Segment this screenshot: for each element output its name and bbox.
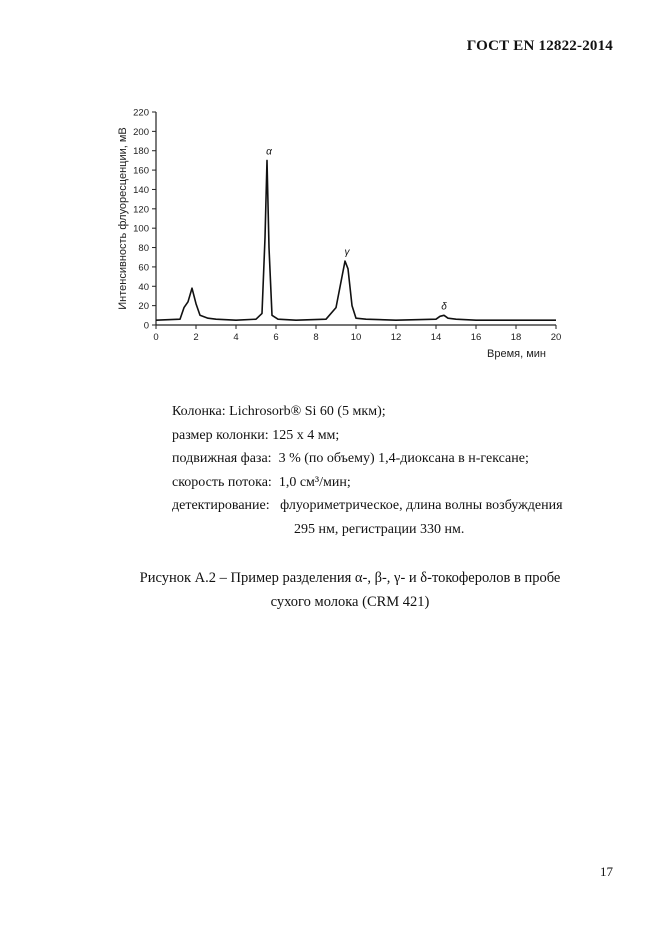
y-tick-label: 60 bbox=[138, 262, 149, 274]
y-tick-label: 40 bbox=[138, 281, 149, 293]
y-tick-label: 20 bbox=[138, 301, 149, 313]
detection-row-continued bbox=[172, 518, 563, 542]
x-tick-label: 4 bbox=[233, 332, 239, 343]
y-tick-label: 0 bbox=[143, 320, 149, 332]
document-code: ГОСТ EN 12822-2014 bbox=[466, 38, 613, 54]
x-tick-label: 6 bbox=[273, 332, 279, 343]
x-tick-label: 20 bbox=[550, 332, 562, 343]
detection-row bbox=[172, 494, 563, 518]
column-size-label: размер колонки: bbox=[172, 427, 269, 443]
y-tick-label: 160 bbox=[133, 165, 149, 177]
detection-label: детектирование: bbox=[172, 498, 270, 513]
caption-line-2: сухого молока (CRM 421) bbox=[270, 594, 430, 610]
mobile-phase-value: 3 % (по объему) 1,4-диоксана в н-гексане; bbox=[278, 451, 529, 466]
chromatography-conditions bbox=[172, 400, 563, 541]
mobile-phase-label: подвижная фаза: bbox=[172, 451, 272, 466]
y-tick-label: 120 bbox=[133, 204, 149, 216]
x-tick-label: 0 bbox=[153, 332, 159, 343]
peak-label: δ bbox=[441, 301, 447, 313]
column-row bbox=[172, 400, 563, 424]
mobile-phase-row bbox=[172, 447, 563, 471]
flow-rate-row bbox=[172, 471, 563, 495]
x-tick-label: 18 bbox=[510, 332, 522, 343]
y-axis-label: Интенсивность флуоресценции, мВ bbox=[117, 127, 129, 310]
y-tick-label: 140 bbox=[133, 184, 149, 196]
x-tick-label: 8 bbox=[313, 332, 319, 343]
peak-label: α bbox=[266, 146, 272, 158]
y-tick-label: 80 bbox=[138, 243, 149, 255]
page-number: 17 bbox=[600, 864, 613, 879]
column-label: Колонка: bbox=[172, 404, 226, 419]
chromatogram-chart bbox=[110, 100, 570, 370]
figure-caption bbox=[80, 566, 620, 614]
caption-line-1: Рисунок А.2 – Пример разделения α-, β-, γ- и δ-токоферолов в пробе bbox=[139, 570, 561, 586]
detection-value-line1: флуориметрическое, длина волны возбуждения bbox=[280, 498, 563, 513]
y-tick-label: 180 bbox=[133, 146, 149, 158]
y-tick-label: 100 bbox=[133, 223, 149, 235]
y-tick-label: 220 bbox=[133, 107, 149, 119]
x-tick-label: 12 bbox=[390, 332, 402, 343]
x-tick-label: 2 bbox=[193, 332, 199, 343]
column-size-row bbox=[172, 424, 563, 448]
x-tick-label: 10 bbox=[350, 332, 362, 343]
x-axis-label: Время, мин bbox=[487, 348, 546, 360]
column-size-value: 125 x 4 мм; bbox=[272, 427, 340, 443]
x-tick-label: 14 bbox=[430, 332, 442, 343]
column-value: Lichrosorb® Si 60 (5 мкм); bbox=[229, 404, 386, 419]
detection-value-line2: 295 нм, регистрации 330 нм. bbox=[294, 521, 465, 537]
flow-rate-value: 1,0 см³/мин; bbox=[278, 474, 351, 490]
chromatogram-line bbox=[156, 160, 556, 320]
peak-label: γ bbox=[344, 247, 350, 259]
x-tick-label: 16 bbox=[470, 332, 482, 343]
flow-rate-label: скорость потока: bbox=[172, 474, 272, 490]
y-tick-label: 200 bbox=[133, 126, 149, 138]
